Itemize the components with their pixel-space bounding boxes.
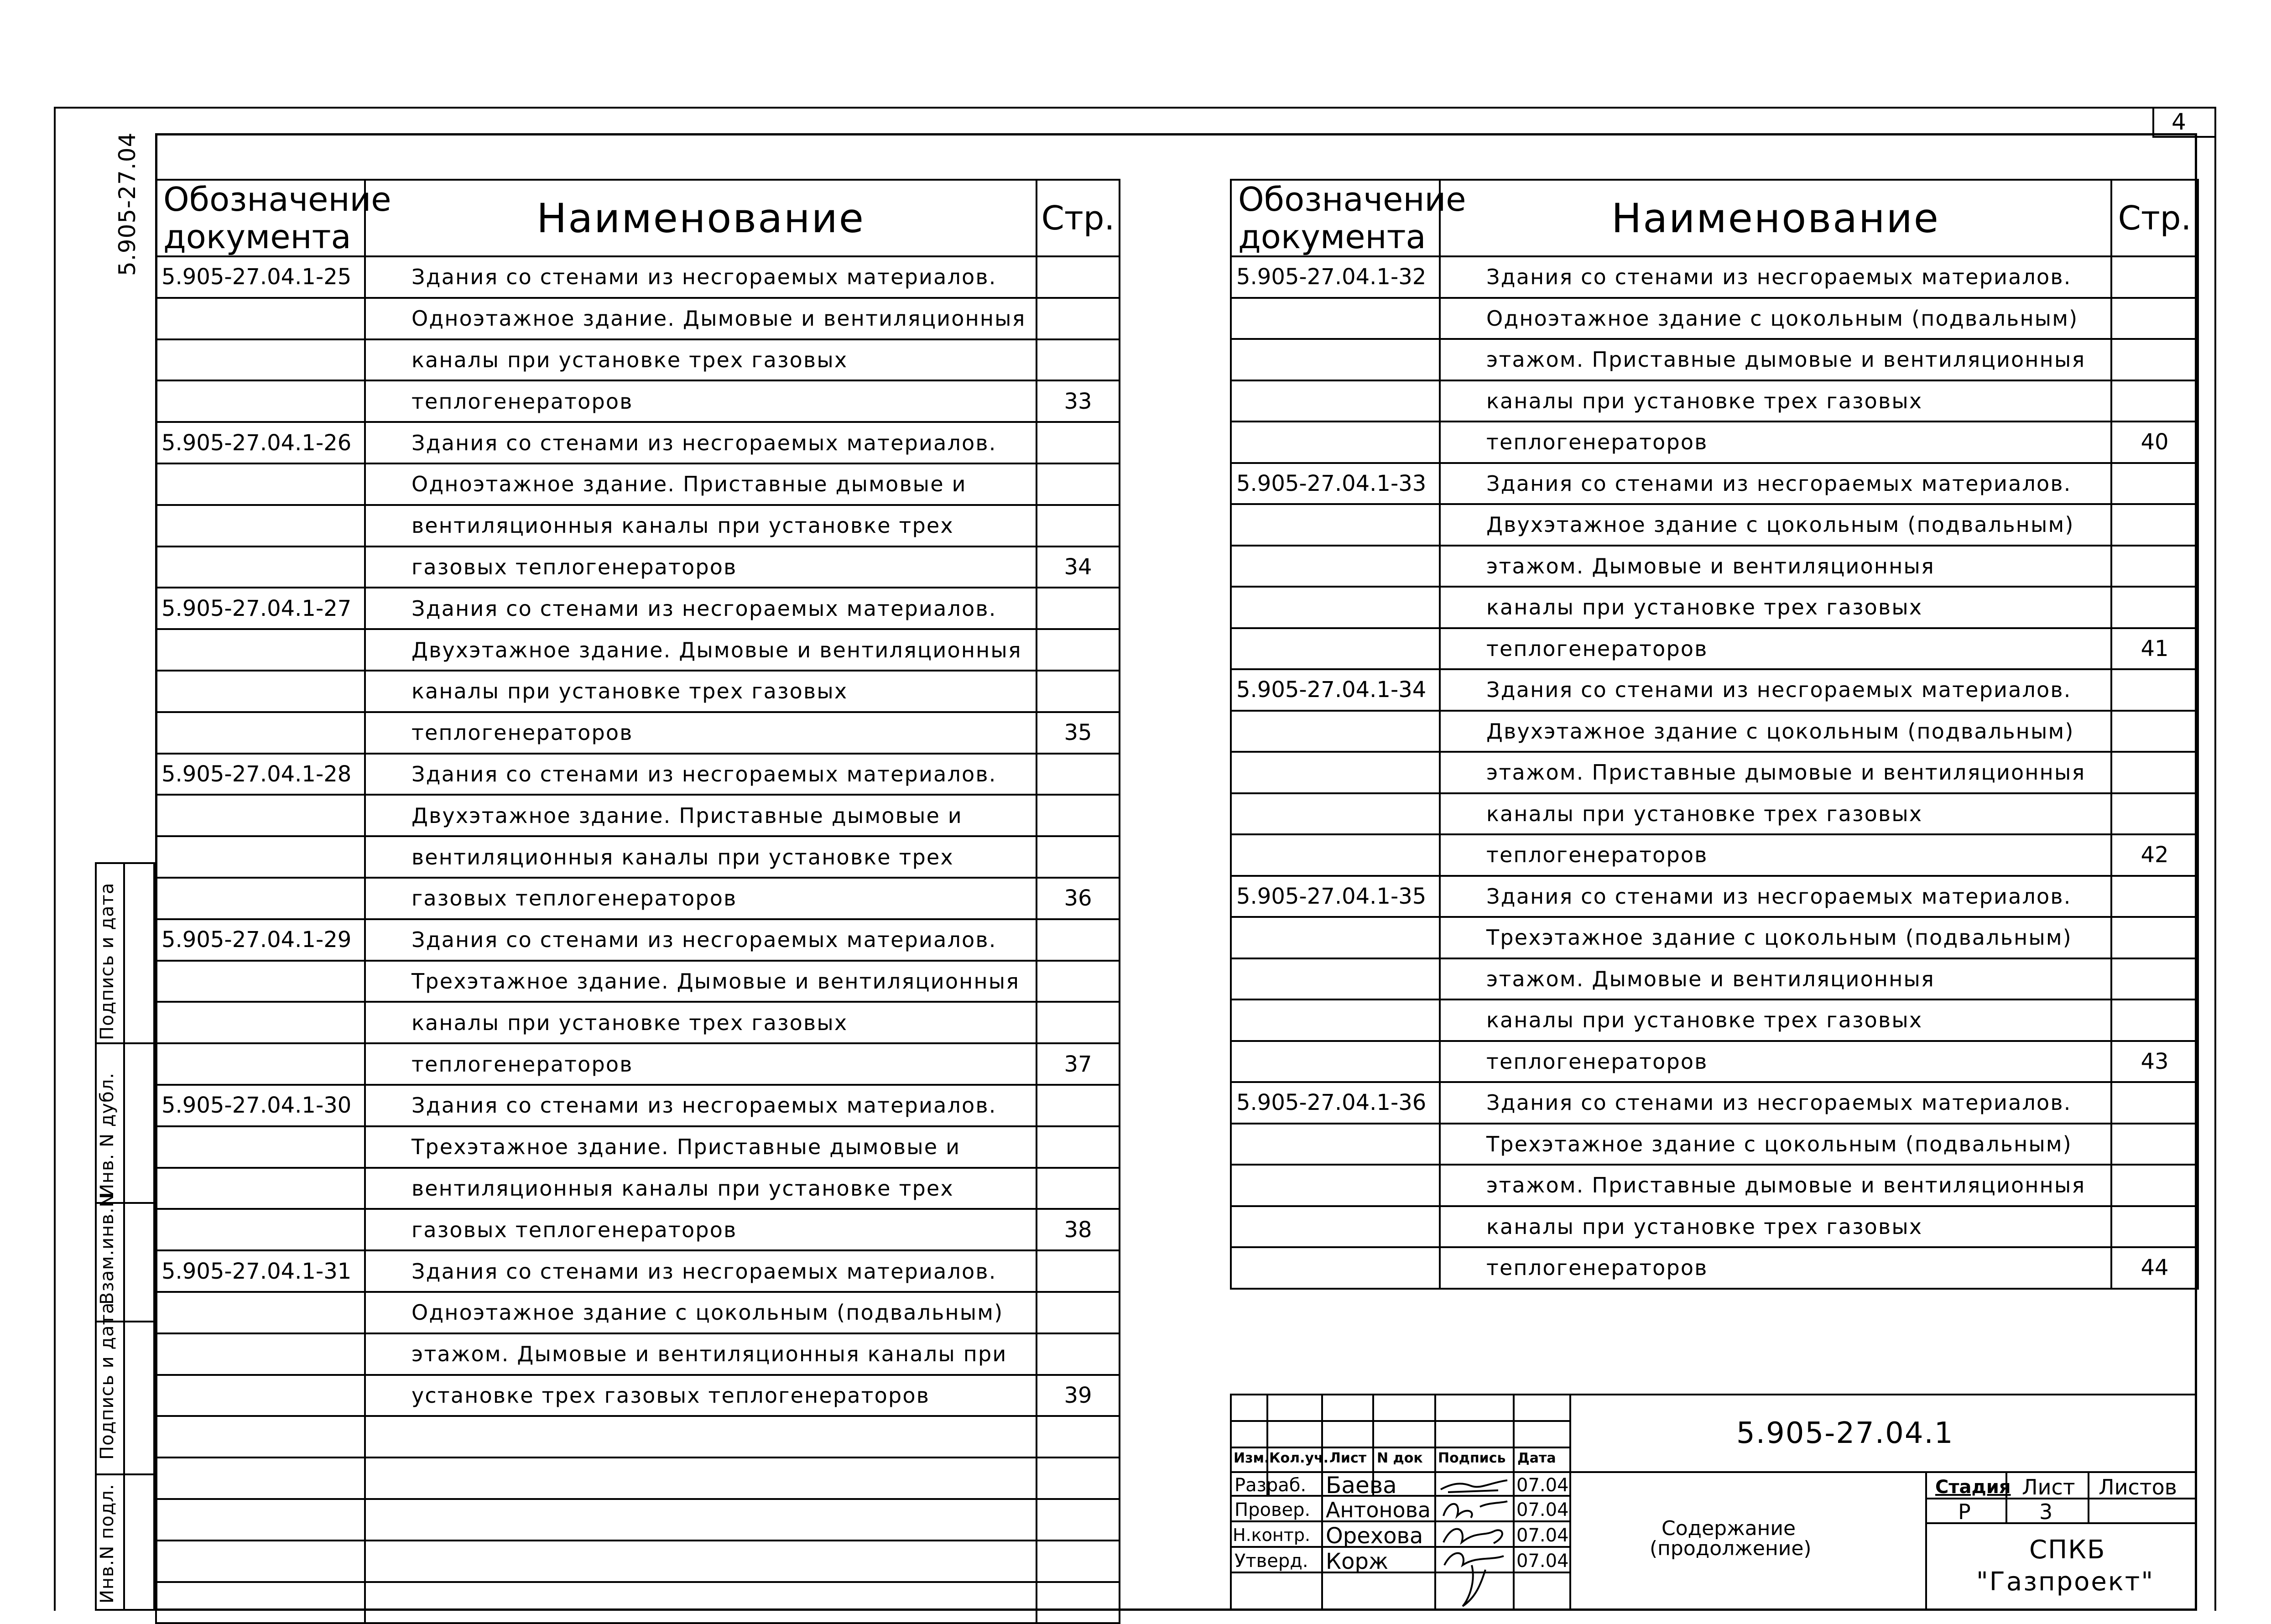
row-page bbox=[1037, 1002, 1120, 1043]
row-designation bbox=[156, 298, 365, 339]
row-page bbox=[1037, 961, 1120, 1002]
table-row bbox=[1231, 1041, 2198, 1083]
table-row bbox=[156, 1457, 1120, 1499]
table-row bbox=[1231, 587, 2198, 628]
row-page bbox=[1037, 1457, 1120, 1499]
name-razrab: Баева bbox=[1326, 1472, 1397, 1499]
title-block bbox=[1230, 1394, 2197, 1611]
col-header-podpis: Подпись bbox=[1438, 1450, 1506, 1466]
table-row bbox=[156, 754, 1120, 795]
table-row bbox=[156, 1126, 1120, 1168]
row-designation: 5.905-27.04.1-36 bbox=[1231, 1082, 1440, 1124]
row-page bbox=[1037, 1333, 1120, 1375]
table-row bbox=[156, 1168, 1120, 1209]
row-name: Здания со стенами из несгораемых материалов. bbox=[365, 588, 1037, 629]
table-row bbox=[1231, 1082, 2198, 1124]
sheet-value: 3 bbox=[2039, 1499, 2053, 1524]
table-row bbox=[156, 1416, 1120, 1457]
row-designation bbox=[156, 339, 365, 381]
date-prover: 07.04 bbox=[1516, 1499, 1569, 1520]
role-razrab: Разраб. bbox=[1234, 1475, 1307, 1496]
row-name: теплогенераторов bbox=[1440, 1247, 2111, 1289]
col-header-izm: Изм. bbox=[1234, 1450, 1270, 1466]
table-row bbox=[1231, 834, 2198, 876]
row-page bbox=[2111, 256, 2198, 298]
row-designation bbox=[156, 505, 365, 547]
table-row bbox=[156, 961, 1120, 1002]
org-line-1: СПКБ bbox=[2029, 1535, 2106, 1565]
row-designation: 5.905-27.04.1-35 bbox=[1231, 876, 1440, 917]
signature-nkontr bbox=[1439, 1522, 1512, 1548]
row-name: этажом. Дымовые и вентиляционныя bbox=[1440, 958, 2111, 1000]
header-page: Стр. bbox=[2111, 180, 2198, 256]
row-designation: 5.905-27.04.1-25 bbox=[156, 256, 365, 298]
row-name: теплогенераторов bbox=[365, 380, 1037, 422]
table-row bbox=[1231, 1206, 2198, 1248]
row-name: Здания со стенами из несгораемых материалов. bbox=[365, 754, 1037, 795]
row-name: Здания со стенами из несгораемых материалов. bbox=[365, 1085, 1037, 1126]
header-page: Стр. bbox=[1037, 180, 1120, 256]
table-row bbox=[156, 1582, 1120, 1624]
table-row bbox=[156, 256, 1120, 298]
role-nkontr: Н.контр. bbox=[1233, 1525, 1311, 1545]
name-utverd: Корж bbox=[1326, 1549, 1389, 1574]
table-row bbox=[1231, 298, 2198, 339]
table-row bbox=[156, 1209, 1120, 1250]
row-name: теплогенераторов bbox=[365, 1043, 1037, 1085]
row-name: вентиляционныя каналы при установке трех bbox=[365, 1168, 1037, 1209]
table-header-row bbox=[1231, 180, 2198, 256]
table-row bbox=[1231, 463, 2198, 505]
row-page bbox=[2111, 1206, 2198, 1248]
table-row bbox=[1231, 256, 2198, 298]
row-page bbox=[2111, 958, 2198, 1000]
row-page bbox=[2111, 669, 2198, 711]
table-row bbox=[1231, 711, 2198, 752]
row-designation bbox=[1231, 1165, 1440, 1206]
row-name: Трехэтажное здание. Дымовые и вентиляционныя bbox=[365, 961, 1037, 1002]
row-name bbox=[365, 1416, 1037, 1457]
row-name: каналы при установке трех газовых bbox=[1440, 999, 2111, 1041]
table-row bbox=[1231, 1124, 2198, 1165]
row-page bbox=[1037, 256, 1120, 298]
row-name: теплогенераторов bbox=[1440, 1041, 2111, 1083]
date-razrab: 07.04 bbox=[1516, 1475, 1569, 1496]
table-row bbox=[1231, 752, 2198, 793]
row-name: теплогенераторов bbox=[1440, 834, 2111, 876]
row-page bbox=[1037, 1541, 1120, 1582]
row-name: Двухэтажное здание с цокольным (подвальным) bbox=[1440, 711, 2111, 752]
table-row bbox=[156, 629, 1120, 671]
row-designation bbox=[156, 1333, 365, 1375]
row-designation bbox=[156, 712, 365, 754]
table-row bbox=[156, 463, 1120, 505]
row-designation bbox=[1231, 711, 1440, 752]
table-row bbox=[1231, 876, 2198, 917]
row-designation bbox=[1231, 752, 1440, 793]
side-code: 5.905-27.04 bbox=[114, 132, 141, 276]
table-row bbox=[156, 1002, 1120, 1043]
row-name: каналы при установке трех газовых bbox=[365, 339, 1037, 381]
row-name: этажом. Приставные дымовые и вентиляционныя bbox=[1440, 1165, 2111, 1206]
row-designation bbox=[156, 629, 365, 671]
row-page bbox=[1037, 1499, 1120, 1541]
row-page bbox=[1037, 1250, 1120, 1292]
contents-table-right bbox=[1230, 179, 2199, 1290]
table-row bbox=[1231, 999, 2198, 1041]
row-page: 43 bbox=[2111, 1041, 2198, 1083]
table-row bbox=[156, 380, 1120, 422]
table-row bbox=[1231, 628, 2198, 670]
row-designation bbox=[156, 1292, 365, 1333]
row-page: 35 bbox=[1037, 712, 1120, 754]
col-header-data: Дата bbox=[1517, 1450, 1556, 1466]
row-name: Одноэтажное здание. Дымовые и вентиляционныя bbox=[365, 298, 1037, 339]
row-page bbox=[1037, 1292, 1120, 1333]
org-line-2: "Газпроект" bbox=[1976, 1567, 2155, 1597]
row-designation bbox=[1231, 834, 1440, 876]
signature-utverd bbox=[1435, 1547, 1517, 1611]
table-row bbox=[1231, 339, 2198, 380]
row-name: Здания со стенами из несгораемых материалов. bbox=[365, 422, 1037, 463]
table-row bbox=[156, 547, 1120, 588]
row-page bbox=[1037, 795, 1120, 836]
table-row bbox=[1231, 958, 2198, 1000]
table-row bbox=[1231, 1165, 2198, 1206]
row-name: каналы при установке трех газовых bbox=[1440, 587, 2111, 628]
row-designation: 5.905-27.04.1-29 bbox=[156, 919, 365, 961]
row-designation bbox=[1231, 917, 1440, 958]
table-row bbox=[156, 588, 1120, 629]
row-designation bbox=[156, 795, 365, 836]
row-name: каналы при установке трех газовых bbox=[365, 1002, 1037, 1043]
sheets-label: Листов bbox=[2099, 1475, 2177, 1499]
row-page bbox=[1037, 629, 1120, 671]
header-name: Наименование bbox=[1440, 180, 2111, 256]
row-page: 36 bbox=[1037, 878, 1120, 919]
table-row bbox=[156, 422, 1120, 463]
row-name: Здания со стенами из несгораемых материалов. bbox=[1440, 256, 2111, 298]
row-name: этажом. Приставные дымовые и вентиляционныя bbox=[1440, 339, 2111, 380]
row-page: 33 bbox=[1037, 380, 1120, 422]
row-page bbox=[1037, 754, 1120, 795]
row-designation bbox=[1231, 793, 1440, 835]
title-line-1: Содержание bbox=[1662, 1517, 1796, 1540]
row-page bbox=[1037, 588, 1120, 629]
table-row bbox=[156, 298, 1120, 339]
table-row bbox=[156, 339, 1120, 381]
side-label-vzam-inv: Взам.инв.N bbox=[97, 1193, 118, 1305]
row-name: вентиляционныя каналы при установке трех bbox=[365, 505, 1037, 547]
row-designation bbox=[1231, 958, 1440, 1000]
row-name: теплогенераторов bbox=[1440, 628, 2111, 670]
row-name: каналы при установке трех газовых bbox=[1440, 1206, 2111, 1248]
side-label-podpis-data-1: Подпись и дата bbox=[97, 1302, 118, 1460]
table-row bbox=[156, 919, 1120, 961]
table-row bbox=[156, 1541, 1120, 1582]
header-name: Наименование bbox=[365, 180, 1037, 256]
row-designation: 5.905-27.04.1-33 bbox=[1231, 463, 1440, 505]
table-row bbox=[156, 671, 1120, 712]
row-page bbox=[2111, 587, 2198, 628]
row-name: Двухэтажное здание. Дымовые и вентиляционныя bbox=[365, 629, 1037, 671]
row-name: газовых теплогенераторов bbox=[365, 1209, 1037, 1250]
row-designation bbox=[1231, 1206, 1440, 1248]
table-row bbox=[1231, 1247, 2198, 1289]
row-page bbox=[2111, 999, 2198, 1041]
row-name: Здания со стенами из несгораемых материалов. bbox=[1440, 876, 2111, 917]
table-row bbox=[1231, 917, 2198, 958]
row-page bbox=[1037, 463, 1120, 505]
row-designation bbox=[1231, 587, 1440, 628]
header-designation: Обозначение документа bbox=[1231, 180, 1440, 256]
row-designation bbox=[156, 1499, 365, 1541]
row-designation: 5.905-27.04.1-34 bbox=[1231, 669, 1440, 711]
row-name: этажом. Приставные дымовые и вентиляционныя bbox=[1440, 752, 2111, 793]
row-page: 40 bbox=[2111, 422, 2198, 463]
row-page bbox=[1037, 1126, 1120, 1168]
row-page: 38 bbox=[1037, 1209, 1120, 1250]
role-utverd: Утверд. bbox=[1234, 1551, 1308, 1572]
row-page bbox=[1037, 298, 1120, 339]
corner-number: 4 bbox=[2172, 109, 2186, 135]
table-row bbox=[1231, 793, 2198, 835]
row-designation bbox=[1231, 1041, 1440, 1083]
row-page bbox=[2111, 711, 2198, 752]
row-name: Здания со стенами из несгораемых материалов. bbox=[1440, 463, 2111, 505]
col-header-ndok: N док bbox=[1377, 1450, 1423, 1466]
table-row bbox=[156, 505, 1120, 547]
row-page bbox=[1037, 339, 1120, 381]
row-designation: 5.905-27.04.1-31 bbox=[156, 1250, 365, 1292]
row-page bbox=[1037, 1582, 1120, 1624]
stage-label: Стадия bbox=[1935, 1477, 2011, 1498]
row-designation: 5.905-27.04.1-27 bbox=[156, 588, 365, 629]
row-name: Двухэтажное здание. Приставные дымовые и bbox=[365, 795, 1037, 836]
row-name: Здания со стенами из несгораемых материалов. bbox=[365, 919, 1037, 961]
table-row bbox=[156, 795, 1120, 836]
name-prover: Антонова bbox=[1326, 1498, 1431, 1522]
row-name bbox=[365, 1541, 1037, 1582]
role-prover: Провер. bbox=[1234, 1499, 1311, 1520]
row-designation: 5.905-27.04.1-30 bbox=[156, 1085, 365, 1126]
row-designation bbox=[156, 836, 365, 878]
row-name bbox=[365, 1499, 1037, 1541]
row-name: вентиляционныя каналы при установке трех bbox=[365, 836, 1037, 878]
row-name: Одноэтажное здание с цокольным (подвальным) bbox=[1440, 298, 2111, 339]
row-page: 42 bbox=[2111, 834, 2198, 876]
row-name: Здания со стенами из несгораемых материалов. bbox=[1440, 1082, 2111, 1124]
row-designation bbox=[1231, 339, 1440, 380]
table-header-row bbox=[156, 180, 1120, 256]
row-page bbox=[2111, 504, 2198, 546]
row-designation: 5.905-27.04.1-28 bbox=[156, 754, 365, 795]
row-page bbox=[1037, 836, 1120, 878]
row-name: газовых теплогенераторов bbox=[365, 547, 1037, 588]
sheet-label: Лист bbox=[2022, 1475, 2075, 1499]
table-row bbox=[1231, 546, 2198, 587]
row-page bbox=[2111, 546, 2198, 587]
table-row bbox=[156, 1375, 1120, 1416]
row-page: 41 bbox=[2111, 628, 2198, 670]
row-name: Двухэтажное здание с цокольным (подвальным) bbox=[1440, 504, 2111, 546]
row-name: газовых теплогенераторов bbox=[365, 878, 1037, 919]
row-page bbox=[1037, 1416, 1120, 1457]
row-page bbox=[2111, 1124, 2198, 1165]
row-page: 34 bbox=[1037, 547, 1120, 588]
row-page bbox=[2111, 1165, 2198, 1206]
row-designation: 5.905-27.04.1-32 bbox=[1231, 256, 1440, 298]
row-page bbox=[2111, 380, 2198, 422]
row-page bbox=[1037, 422, 1120, 463]
row-page: 44 bbox=[2111, 1247, 2198, 1289]
row-name: теплогенераторов bbox=[1440, 422, 2111, 463]
row-designation bbox=[1231, 546, 1440, 587]
row-name: Трехэтажное здание. Приставные дымовые и bbox=[365, 1126, 1037, 1168]
side-label-inv-podl: Инв.N подл. bbox=[97, 1483, 118, 1603]
row-name: Одноэтажное здание. Приставные дымовые и bbox=[365, 463, 1037, 505]
row-designation bbox=[1231, 380, 1440, 422]
row-page bbox=[2111, 298, 2198, 339]
table-row bbox=[156, 1043, 1120, 1085]
row-designation bbox=[1231, 504, 1440, 546]
row-page bbox=[2111, 876, 2198, 917]
table-row bbox=[156, 1292, 1120, 1333]
row-designation bbox=[156, 1541, 365, 1582]
col-header-kol: Кол.уч. bbox=[1269, 1450, 1329, 1466]
date-nkontr: 07.04 bbox=[1516, 1525, 1569, 1546]
row-name: Трехэтажное здание с цокольным (подвальным) bbox=[1440, 917, 2111, 958]
row-designation bbox=[156, 1168, 365, 1209]
row-designation bbox=[156, 1002, 365, 1043]
table-row bbox=[156, 878, 1120, 919]
row-page bbox=[2111, 1082, 2198, 1124]
signature-prover bbox=[1439, 1498, 1512, 1522]
table-row bbox=[156, 836, 1120, 878]
side-label-podpis-data-2: Подпись и дата bbox=[97, 882, 118, 1040]
row-name: установке трех газовых теплогенераторов bbox=[365, 1375, 1037, 1416]
row-name: каналы при установке трех газовых bbox=[365, 671, 1037, 712]
row-name bbox=[365, 1457, 1037, 1499]
table-row bbox=[156, 1499, 1120, 1541]
table-row bbox=[156, 712, 1120, 754]
row-designation bbox=[156, 1375, 365, 1416]
row-designation bbox=[156, 463, 365, 505]
row-name bbox=[365, 1582, 1037, 1624]
row-name: Здания со стенами из несгораемых материалов. bbox=[365, 256, 1037, 298]
table-row bbox=[1231, 380, 2198, 422]
row-designation bbox=[1231, 298, 1440, 339]
row-name: каналы при установке трех газовых bbox=[1440, 380, 2111, 422]
row-name: Одноэтажное здание с цокольным (подвальным) bbox=[365, 1292, 1037, 1333]
row-page bbox=[1037, 1085, 1120, 1126]
title-line-2: (продолжение) bbox=[1650, 1537, 1812, 1560]
row-designation bbox=[156, 1582, 365, 1624]
row-designation bbox=[156, 1416, 365, 1457]
stage-value: Р bbox=[1958, 1499, 1971, 1524]
row-page bbox=[2111, 463, 2198, 505]
signature-razrab bbox=[1439, 1474, 1512, 1496]
col-header-list: Лист bbox=[1329, 1450, 1367, 1466]
table-row bbox=[1231, 422, 2198, 463]
row-page: 37 bbox=[1037, 1043, 1120, 1085]
row-designation bbox=[156, 961, 365, 1002]
row-page bbox=[2111, 793, 2198, 835]
table-row bbox=[1231, 504, 2198, 546]
row-designation bbox=[156, 671, 365, 712]
row-page bbox=[1037, 919, 1120, 961]
row-name: Здания со стенами из несгораемых материалов. bbox=[365, 1250, 1037, 1292]
row-page bbox=[2111, 339, 2198, 380]
row-page bbox=[1037, 505, 1120, 547]
header-designation: Обозначение документа bbox=[156, 180, 365, 256]
row-designation bbox=[156, 1457, 365, 1499]
row-name: этажом. Дымовые и вентиляционныя каналы при bbox=[365, 1333, 1037, 1375]
row-designation bbox=[156, 1043, 365, 1085]
date-utverd: 07.04 bbox=[1516, 1551, 1569, 1572]
row-designation bbox=[156, 1126, 365, 1168]
row-name: каналы при установке трех газовых bbox=[1440, 793, 2111, 835]
row-page bbox=[1037, 671, 1120, 712]
row-name: Здания со стенами из несгораемых материалов. bbox=[1440, 669, 2111, 711]
row-designation bbox=[1231, 628, 1440, 670]
row-designation bbox=[156, 878, 365, 919]
row-page bbox=[2111, 917, 2198, 958]
row-name: теплогенераторов bbox=[365, 712, 1037, 754]
row-designation: 5.905-27.04.1-26 bbox=[156, 422, 365, 463]
row-page bbox=[2111, 752, 2198, 793]
side-label-inv-dubl: Инв. N дубл. bbox=[97, 1072, 118, 1197]
row-designation bbox=[156, 1209, 365, 1250]
row-designation bbox=[1231, 1124, 1440, 1165]
title-document-code: 5.905-27.04.1 bbox=[1736, 1416, 1954, 1450]
row-designation bbox=[1231, 1247, 1440, 1289]
table-row bbox=[156, 1250, 1120, 1292]
row-name: Трехэтажное здание с цокольным (подвальным) bbox=[1440, 1124, 2111, 1165]
name-nkontr: Орехова bbox=[1326, 1523, 1423, 1549]
row-designation bbox=[1231, 999, 1440, 1041]
table-row bbox=[156, 1333, 1120, 1375]
row-page: 39 bbox=[1037, 1375, 1120, 1416]
table-row bbox=[1231, 669, 2198, 711]
contents-table-left bbox=[155, 179, 1120, 1624]
row-designation bbox=[1231, 422, 1440, 463]
row-page bbox=[1037, 1168, 1120, 1209]
table-row bbox=[156, 1085, 1120, 1126]
row-designation bbox=[156, 547, 365, 588]
row-designation bbox=[156, 380, 365, 422]
row-name: этажом. Дымовые и вентиляционныя bbox=[1440, 546, 2111, 587]
